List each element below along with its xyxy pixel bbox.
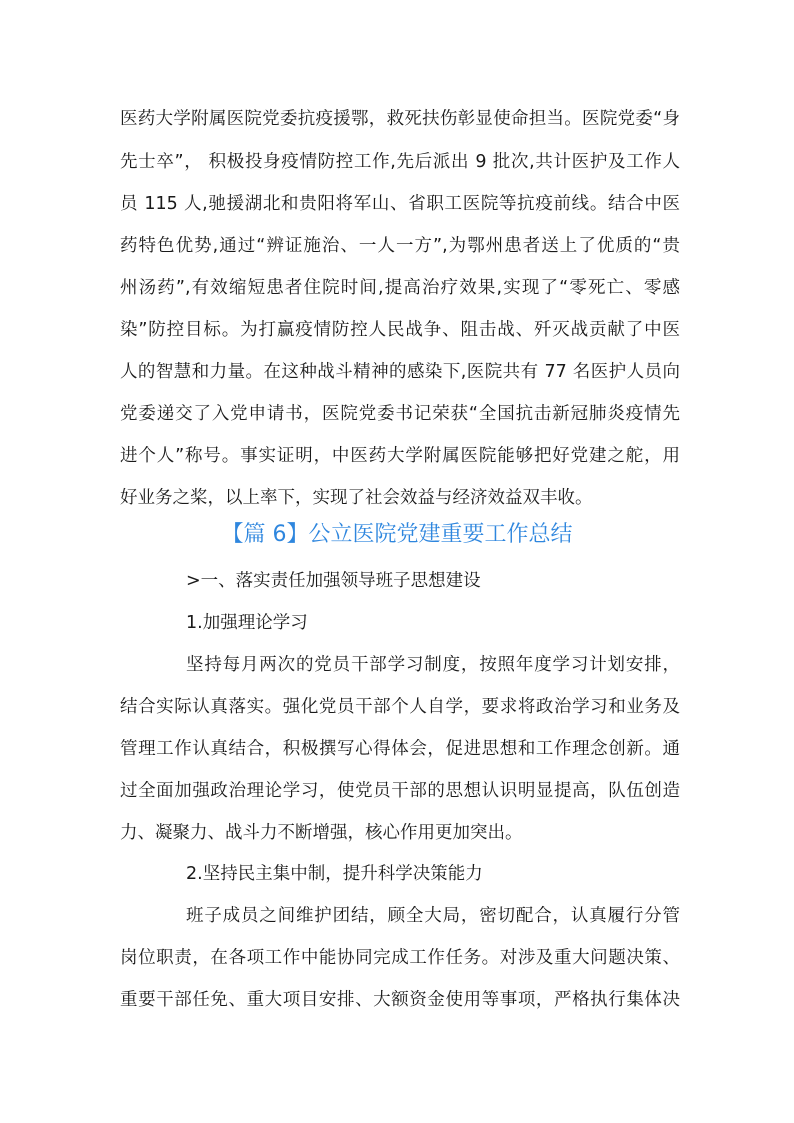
item-title: 2.坚持民主集中制，提升科学决策能力	[186, 864, 483, 884]
item-title: 1.加强理论学习	[186, 613, 308, 633]
body-text-line: 进个人”称号。事实证明，中医药大学附属医院能够把好党建之舵，用	[120, 446, 680, 466]
body-text-line: 力、凝聚力、战斗力不断增强，核心作用更加突出。	[120, 823, 523, 843]
body-text-line: 先士卒”， 积极投身疫情防控工作,先后派出 9 批次,共计医护及工作人	[120, 152, 680, 172]
body-text-line: 药特色优势,通过“辨证施治、一人一方”,为鄂州患者送上了优质的“贵	[120, 236, 680, 256]
body-text-line: 州汤药”,有效缩短患者住院时间,提高治疗效果,实现了“零死亡、零感	[120, 278, 680, 298]
body-text-line: 岗位职责，在各项工作中能协同完成工作任务。对涉及重大问题决策、	[120, 948, 680, 968]
body-text-line: 重要干部任免、重大项目安排、大额资金使用等事项，严格执行集体决	[120, 990, 680, 1010]
body-text-line: 人的智慧和力量。在这种战斗精神的感染下,医院共有 77 名医护人员向	[120, 362, 680, 382]
body-text-line: 坚持每月两次的党员干部学习制度，按照年度学习计划安排，	[186, 655, 680, 675]
body-text-line: 染”防控目标。为打赢疫情防控人民战争、阻击战、歼灭战贡献了中医	[120, 320, 680, 340]
body-text-line: 医药大学附属医院党委抗疫援鄂，救死扶伤彰显使命担当。医院党委“身	[120, 109, 680, 129]
body-text-line: 管理工作认真结合，积极撰写心得体会，促进思想和工作理念创新。通	[120, 739, 680, 759]
body-text-line: 班子成员之间维护团结，顾全大局，密切配合，认真履行分管	[186, 906, 680, 926]
section-heading: 【篇 6】公立医院党建重要工作总结	[221, 522, 573, 547]
body-text-line: 结合实际认真落实。强化党员干部个人自学，要求将政治学习和业务及	[120, 697, 680, 717]
body-text-line: 员 115 人,驰援湖北和贵阳将军山、省职工医院等抗疫前线。结合中医	[120, 194, 680, 214]
subheading: >一、落实责任加强领导班子思想建设	[186, 571, 481, 591]
body-text-line: 过全面加强政治理论学习，使党员干部的思想认识明显提高，队伍创造	[120, 781, 680, 801]
body-text-line: 党委递交了入党申请书，医院党委书记荣获“全国抗击新冠肺炎疫情先	[120, 404, 680, 424]
body-text-line: 好业务之桨，以上率下，实现了社会效益与经济效益双丰收。	[120, 488, 593, 508]
